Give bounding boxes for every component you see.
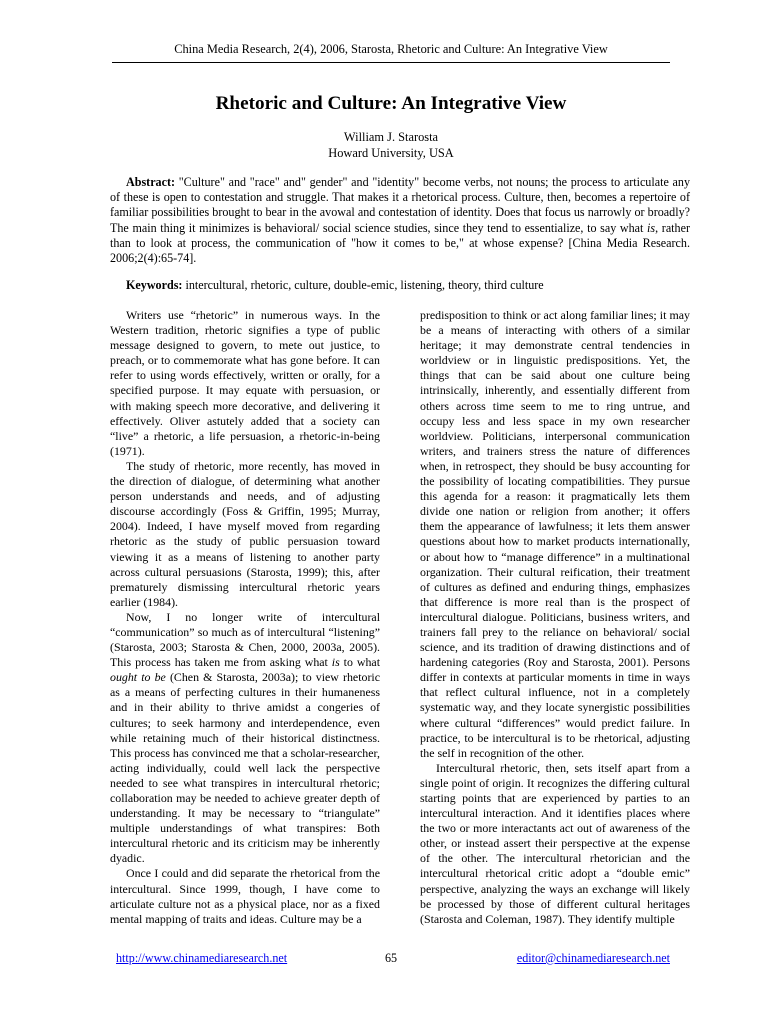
page-number: 65	[385, 951, 398, 965]
left-paragraph-3	[110, 610, 380, 867]
footer-website-link[interactable]: http://www.chinamediaresearch.net	[116, 951, 288, 965]
right-paragraph-1: predisposition to think or act along familiar lines; it may be a means of interacting with others of a similar heritage; it may demonstrate central tendencies in worldview or in linguistic predispositions. Yet, the things that can be said about one culture being intrinsically, inherently, and essentially different from others across time seem to me to ring untrue, and occupy less and less space in my own researcher worldview. Politicians, interpersonal communication writers, and trainers stress the nature of differences when, in retrospect, they should be busy accounting for the possibility of locating compatibilities. They pursue this agenda for a reason: it pragmatically lets them divide one nation or religion from another; it offers them the appearance of lawfulness; it lets them answer questions about how to market products internationally, or about how to “manage difference” in a multinational organization. Their cultural reification, their treatment of cultures as defined and enduring things, emphasizes that difference is more real than is the prospect of intercultural dialogue. Politicians, business writers, and trainers fall prey to the reliance on behavioral/ social science, and its tradition of drawing distinctions and of hardening categories (Roy and Starosta, 2001). Persons differ in contexts at particular moments in time in ways that reflect cultural influence, not in a completely systematic way, and they locate synergistic possibilities where cultural “differences” would predict failure. In practice, to be intercultural is to be rhetorical, adjusting the self in recognition of the other.	[420, 308, 690, 760]
abstract	[110, 175, 690, 266]
keywords-text: intercultural, rhetoric, culture, double-emic, listening, theory, third culture	[182, 278, 544, 292]
abstract-text-2: , rather than to look at process, the communication of "how it comes to be," at whose expense? [China Media Research. 2006;2(4):65-74].	[110, 220, 690, 266]
left-paragraph-3-emphasis-1: is	[331, 655, 340, 670]
left-paragraph-1: Writers use “rhetoric” in numerous ways. In the Western tradition, rhetoric signifies a type of public message designed to govern, to mete out justice, to preach, or to commemorate what has gone before. It can refer to using words effectively, written or orally, for a specified purpose. It may equate with persuasion, or with making speech more decorative, and delivering it effectively. Oliver astutely added that a society can “live” a rhetoric, a life persuasion, a rhetoric-in-being (1971).	[110, 308, 380, 458]
left-paragraph-3-part-b: to what	[339, 655, 380, 670]
running-head: China Media Research, 2(4), 2006, Starosta, Rhetoric and Culture: An Integrative View	[174, 42, 608, 56]
left-paragraph-3-part-a: Now, I no longer write of intercultural “communication” so much as of intercultural “listening” (Starosta, 2003; Starosta & Chen, 2000, 2003a, 2005). This process has taken me from asking what	[110, 609, 380, 670]
author-affiliation: Howard University, USA	[328, 145, 454, 160]
keywords	[110, 278, 690, 293]
left-paragraph-2: The study of rhetoric, more recently, has moved in the direction of dialogue, of determining what another person understands and needs, and of adjusting discourse accordingly (Foss & Griffin, 1995; Murray, 2004). Indeed, I have myself moved from regarding rhetoric as the study of public persuasion toward viewing it as a means of listening to another party across cultural persuasions (Starosta, 1999); this, after prematurely dismissing intercultural rhetoric years earlier (1984).	[110, 458, 380, 609]
abstract-label: Abstract:	[126, 175, 176, 189]
abstract-emphasis: is	[647, 220, 656, 235]
left-paragraph-3-part-c: (Chen & Starosta, 2003a); to view rhetoric as a means of perfecting cultures in their humaneness and in their ability to thrive amidst a congeries of cultures; to seek harmony and interdependence, even while retaining much of their historical distinctness. This process has convinced me that a scholar-researcher, acting individually, could well lack the perspective needed to see what transpires in intercultural rhetoric; collaboration may be needed to achieve greater depth of understanding. It may be necessary to “triangulate” multiple understandings of what transpires: Both intercultural rhetoric and its criticism may be inherently dyadic.	[110, 670, 380, 866]
byline	[0, 130, 782, 161]
right-paragraph-2: Intercultural rhetoric, then, sets itself apart from a single point of origin. It recognizes the differing cultural starting points that are experienced by parties to an intercultural interaction. And it identifies places where the two or more interactants act out of awareness of the other, or instead assert their perspective at the expense of the other. The intercultural rhetorician and the intercultural rhetorical critic adopt a “double emic” perspective, analyzing the ways an exchange will likely be processed by those of different cultural heritages (Starosta and Coleman, 1987). They identify multiple	[420, 760, 690, 926]
header-rule	[112, 62, 670, 63]
left-column	[110, 308, 380, 926]
keywords-label: Keywords:	[126, 278, 183, 292]
abstract-text-1: "Culture" and "race" and" gender" and "identity" become verbs, not nouns; the process to articulate any of these is open to contestation and struggle. That makes it a rhetorical process. Culture, then, becomes a repertoire of familiar possibilities brought to bear in the avowal and contestation of identity. Does that focus us narrowly or broadly? The main thing it minimizes is behavioral/ social science studies, since they tend to essentialize, to say what	[110, 175, 690, 235]
author-name: William J. Starosta	[343, 130, 439, 144]
article-title: Rhetoric and Culture: An Integrative View	[215, 93, 567, 114]
left-paragraph-4: Once I could and did separate the rhetorical from the intercultural. Since 1999, though, I have come to articulate culture not as a physical place, nor as a fixed mental mapping of traits and ideas. Culture may be a	[110, 866, 380, 926]
page-footer	[110, 951, 670, 967]
right-column	[420, 308, 690, 926]
left-paragraph-3-emphasis-2: ought to be	[110, 670, 166, 685]
footer-email-link[interactable]: editor@chinamediaresearch.net	[516, 951, 670, 965]
